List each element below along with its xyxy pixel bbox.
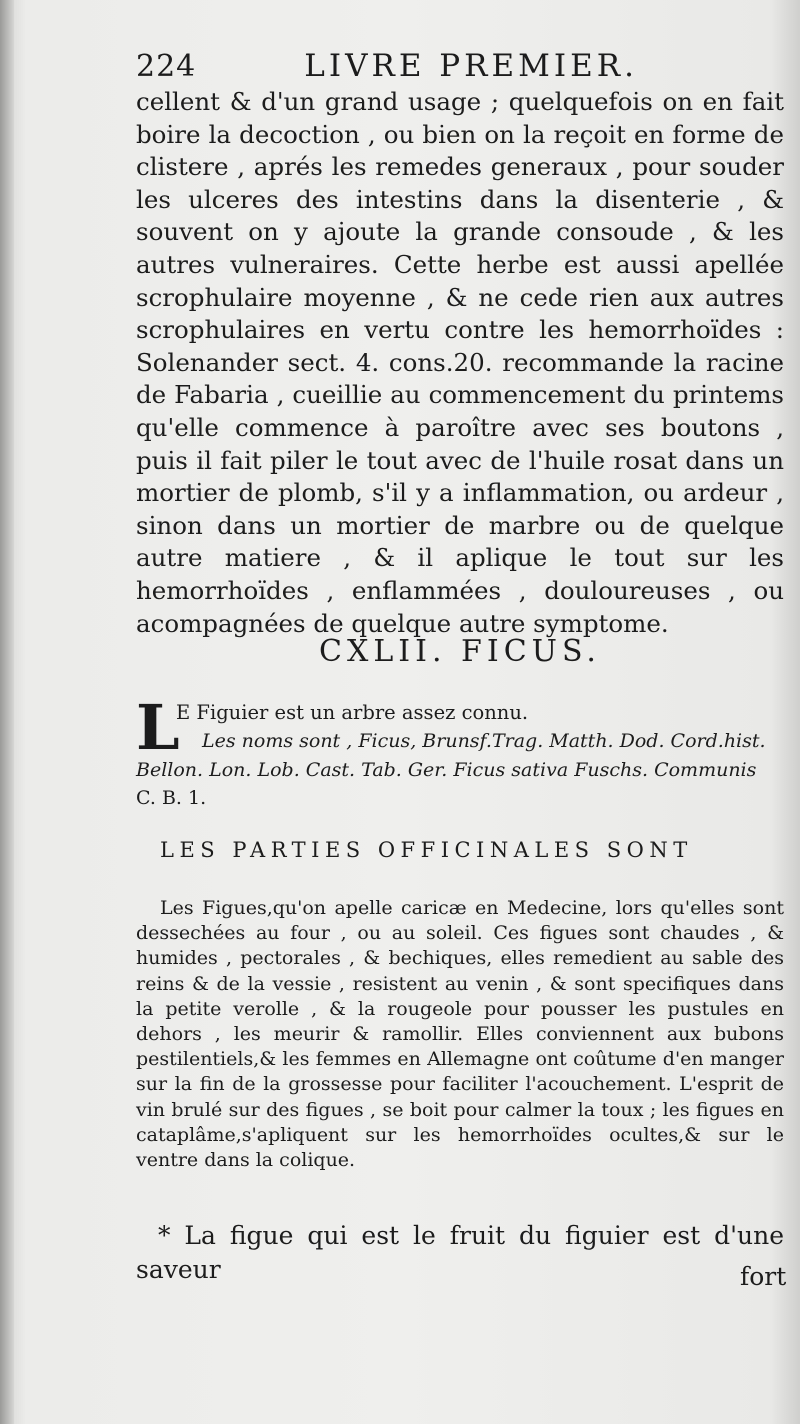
running-title: LIVRE PREMIER. [304, 48, 638, 84]
body-text [136, 86, 784, 640]
entry-line: Bellon. Lon. Lob. Cast. Tab. Ger. Ficus sativa Fuschs. Communis [136, 759, 757, 781]
entry-line: C. B. 1. [136, 787, 207, 809]
section-heading: LES PARTIES OFFICINALES SONT [160, 838, 693, 862]
footnote: * La figue qui est le fruit du figuier est d'une saveur [136, 1221, 784, 1284]
drop-cap: L [136, 691, 180, 764]
body-paragraph: cellent & d'un grand usage ; quelquefois on en fait boire la decoction , ou bien on la reçoit en forme de clistere , aprés les remedes generaux , pour souder les ulceres des intestins dans la disenterie , & souvent on y ajoute la grande consoude , & les autres vulneraires. Cette herbe est aussi apellée scrophulaire moyenne , & ne cede rien aux autres scrophulaires en vertu contre les hemorrhoïdes : Solenander sect. 4. cons.20. recommande la racine de Fabaria , cueillie au commencement du printems qu'elle commence à paroître avec ses boutons , puis il fait piler le tout avec de l'huile rosat dans un mortier de plomb, s'il y a inflammation, ou ardeur , sinon dans un mortier de marbre ou de quelque autre matiere , & il aplique le tout sur les hemorrhoïdes , enflammées , douloureuses , ou acompagnées de quelque autre symptome. [136, 87, 784, 638]
binding-gutter [0, 0, 14, 1424]
officinal-paragraph: Les Figues,qu'on apelle caricæ en Medecine, lors qu'elles sont dessechées au four , ou au soleil. Ces figues sont chaudes , & humides , pectorales , & bechiques, elles remedient au sable des reins & de la vessie , resistent au venin , & sont specifiques dans la petite verolle , & la rougeole pour pousser les pustules en dehors , les meurir & ramollir. Elles conviennent aux bubons pestilentiels,& les femmes en Allemagne ont coûtume d'en manger sur la fin de la grossesse pour faciliter l'acouchement. L'esprit de vin brulé sur des figues , se boit pour calmer la toux ; les figues en cataplâme,s'apliquent sur les hemorrhoïdes ocultes,& sur le ventre dans la colique. [136, 897, 784, 1172]
page-number: 224 [136, 49, 197, 84]
catchword: fort [740, 1262, 787, 1291]
entry-line: E Figuier est un arbre assez connu. [176, 701, 529, 724]
entry-line: Les noms sont , Ficus, Brunsf.Trag. Matth. Dod. Cord.hist. [202, 730, 766, 752]
chapter-title: CXLII. FICUS. [319, 634, 601, 669]
